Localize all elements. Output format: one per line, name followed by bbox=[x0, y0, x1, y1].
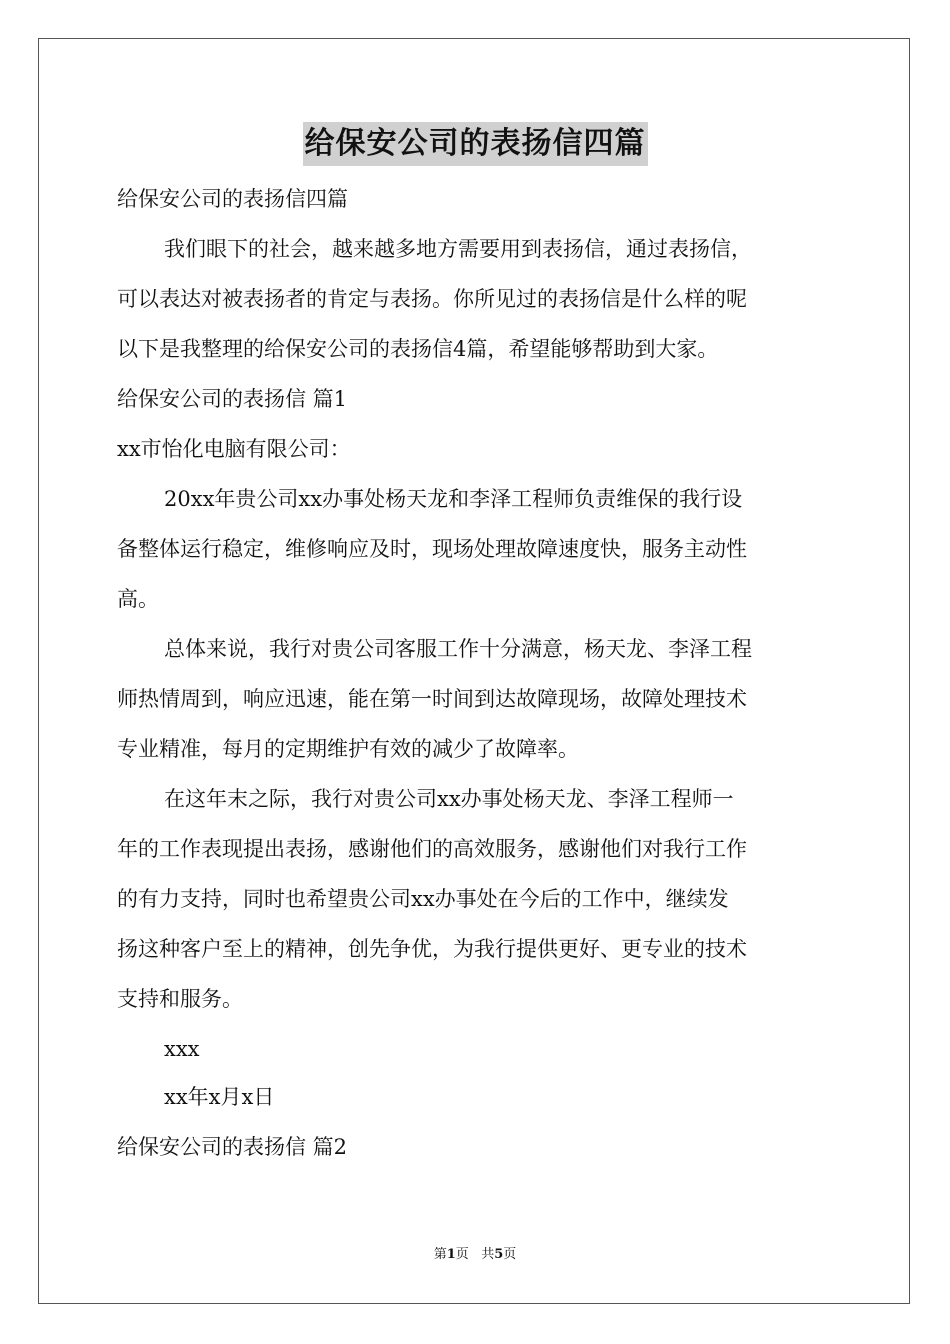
date: xx年x月x日 bbox=[164, 1085, 275, 1109]
page-footer bbox=[0, 1246, 950, 1264]
document-subtitle: 给保安公司的表扬信四篇 bbox=[117, 187, 348, 211]
footer-total-pages: 5 bbox=[494, 1247, 504, 1262]
footer-suffix: 页 bbox=[503, 1247, 517, 1262]
paragraph-line: 年的工作表现提出表扬，感谢他们的高效服务，感谢他们对我行工作 bbox=[117, 837, 747, 861]
section-heading: 给保安公司的表扬信 篇1 bbox=[117, 387, 348, 411]
salutation: xx市怡化电脑有限公司： bbox=[117, 437, 351, 461]
page-border bbox=[38, 38, 910, 1304]
paragraph-line: 可以表达对被表扬者的肯定与表扬。你所见过的表扬信是什么样的呢 bbox=[117, 287, 747, 311]
paragraph-line: 的有力支持，同时也希望贵公司xx办事处在今后的工作中，继续发 bbox=[117, 887, 729, 911]
footer-mid: 页 共 bbox=[455, 1247, 495, 1262]
title-container bbox=[0, 122, 950, 166]
paragraph-line: 专业精准，每月的定期维护有效的减少了故障率。 bbox=[117, 737, 579, 761]
paragraph-line: 我们眼下的社会，越来越多地方需要用到表扬信，通过表扬信， bbox=[164, 237, 752, 261]
footer-prefix: 第 bbox=[433, 1247, 447, 1262]
paragraph-line: 备整体运行稳定，维修响应及时，现场处理故障速度快，服务主动性 bbox=[117, 537, 747, 561]
footer-page-number: 1 bbox=[446, 1247, 456, 1262]
paragraph-line: 支持和服务。 bbox=[117, 987, 243, 1011]
section-heading: 给保安公司的表扬信 篇2 bbox=[117, 1135, 348, 1159]
signature: xxx bbox=[164, 1037, 200, 1061]
paragraph-line: 师热情周到，响应迅速，能在第一时间到达故障现场，故障处理技术 bbox=[117, 687, 747, 711]
paragraph-line: 在这年末之际，我行对贵公司xx办事处杨天龙、李泽工程师一 bbox=[164, 787, 734, 811]
paragraph-line: 扬这种客户至上的精神，创先争优，为我行提供更好、更专业的技术 bbox=[117, 937, 747, 961]
paragraph-line: 以下是我整理的给保安公司的表扬信4篇，希望能够帮助到大家。 bbox=[117, 337, 719, 361]
document-title: 给保安公司的表扬信四篇 bbox=[303, 122, 648, 166]
paragraph-line: 20xx年贵公司xx办事处杨天龙和李泽工程师负责维保的我行设 bbox=[164, 487, 743, 511]
paragraph-line: 总体来说，我行对贵公司客服工作十分满意，杨天龙、李泽工程 bbox=[164, 637, 752, 661]
paragraph-line: 高。 bbox=[117, 587, 159, 611]
